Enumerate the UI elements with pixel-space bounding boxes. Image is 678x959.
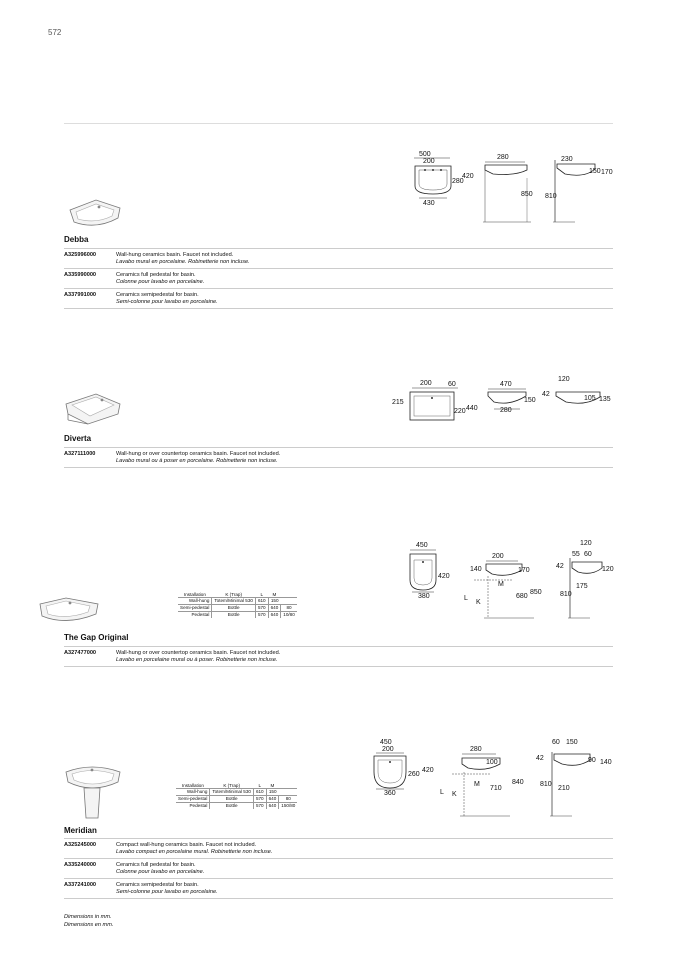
- diverta-product-list: [64, 447, 613, 468]
- dim-label: 150: [524, 397, 536, 404]
- table-cell: Totem/Minimal 530: [212, 598, 256, 605]
- dim-label: 100: [486, 759, 498, 766]
- dim-label: M: [498, 581, 504, 588]
- table-cell: 640: [268, 612, 281, 619]
- table-cell: 150: [266, 789, 279, 796]
- table-cell: Bottle: [212, 612, 256, 619]
- dim-label: 850: [530, 589, 542, 596]
- dim-label: 810: [540, 781, 552, 788]
- table-cell: Wall-hung: [186, 789, 208, 794]
- description-en: Wall-hung or over countertop ceramics basin. Faucet not included.: [116, 650, 281, 656]
- dim-label: K: [452, 791, 457, 798]
- table-cell: 150: [268, 598, 281, 605]
- diverta-basin-image: [62, 390, 122, 428]
- description-fr: Colonne pour lavabo en porcelaine.: [116, 279, 205, 285]
- table-header: L: [258, 783, 262, 788]
- table-cell: 80: [279, 796, 298, 803]
- debba-basin-image: [66, 196, 122, 232]
- product-code: A335240000: [64, 862, 97, 868]
- description-en: Ceramics semipedestal for basin.: [116, 292, 199, 298]
- product-row: [64, 447, 613, 468]
- dim-label: 175: [576, 583, 588, 590]
- dim-label: 430: [423, 200, 435, 207]
- description-fr: Lavabo mural ou à poser en porcelaine. Robinetterie non incluse.: [116, 458, 278, 464]
- dim-label: 380: [418, 593, 430, 600]
- dim-label: 150: [589, 168, 601, 175]
- gap-product-list: [64, 646, 613, 667]
- dim-label: 470: [500, 381, 512, 388]
- dim-label: M: [474, 781, 480, 788]
- table-header: M: [272, 592, 277, 597]
- dim-label: 260: [408, 771, 420, 778]
- description-fr: Lavabo mural en porcelaine. Robinetterie non incluse.: [116, 259, 250, 265]
- dim-label: 360: [384, 790, 396, 797]
- dim-label: 440: [466, 405, 478, 412]
- table-cell: 610: [253, 789, 266, 796]
- description-en: Wall-hung ceramics basin. Faucet not included.: [116, 252, 234, 258]
- table-cell: 570: [253, 796, 266, 803]
- table-cell: 570: [255, 612, 268, 619]
- description-fr: Lavabo en porcelaine mural ou à poser. Robinetterie non incluse.: [116, 657, 278, 663]
- dim-label: 140: [470, 566, 482, 573]
- table-cell: 570: [253, 803, 266, 810]
- table-cell: 640: [268, 605, 281, 612]
- table-cell: 150/80: [279, 803, 298, 810]
- dim-label: 500: [419, 151, 431, 158]
- dim-label: 120: [558, 376, 570, 383]
- dim-label: 280: [452, 178, 464, 185]
- product-title: Debba: [64, 235, 89, 244]
- dim-label: 200: [423, 158, 435, 165]
- dim-label: 55: [572, 551, 580, 558]
- page-number: 572: [48, 28, 62, 37]
- gap-basin-image: [36, 596, 100, 626]
- table-cell: 610: [255, 598, 268, 605]
- dim-label: 120: [602, 566, 614, 573]
- description-fr: Semi-colonne pour lavabo en porcelaine.: [116, 299, 218, 305]
- table-cell: Pedestal: [189, 803, 208, 808]
- product-code: A327111000: [64, 451, 96, 457]
- meridian-dimension-drawing: [368, 736, 618, 820]
- dim-label: K: [476, 599, 481, 606]
- table-cell: 10/80: [281, 612, 297, 619]
- dim-label: 280: [470, 746, 482, 753]
- dim-label: 280: [497, 154, 509, 161]
- table-row: [176, 796, 297, 803]
- footnote-en: Dimensions in mm.: [64, 914, 112, 920]
- product-code: A325245000: [64, 842, 97, 848]
- debba-product-list: [64, 248, 613, 309]
- product-code: A337991000: [64, 292, 97, 298]
- dim-label: 170: [601, 169, 613, 176]
- dim-label: 215: [392, 399, 404, 406]
- product-row: [64, 858, 613, 878]
- description-en: Ceramics full pedestal for basin.: [116, 862, 196, 868]
- table-cell: 640: [266, 803, 279, 810]
- dim-label: 280: [500, 407, 512, 414]
- table-header: K (Trap): [223, 783, 240, 788]
- description-en: Wall-hung or over countertop ceramics basin. Faucet not included.: [116, 451, 281, 457]
- dim-label: 810: [545, 193, 557, 200]
- gap-installation-table: [178, 592, 297, 618]
- description-fr: Colonne pour lavabo en porcelaine.: [116, 869, 205, 875]
- table-cell: Bottle: [212, 605, 256, 612]
- dim-label: 230: [561, 156, 573, 163]
- dim-label: 420: [462, 173, 474, 180]
- product-code: A335990000: [64, 272, 97, 278]
- table-cell: Bottle: [210, 796, 254, 803]
- dim-label: 200: [492, 553, 504, 560]
- product-code: A325996000: [64, 252, 97, 258]
- dim-label: 680: [516, 593, 528, 600]
- meridian-product-list: [64, 838, 613, 899]
- table-row: [178, 605, 297, 612]
- dim-label: 200: [420, 380, 432, 387]
- table-header: K (Trap): [225, 592, 242, 597]
- dim-label: 105: [584, 395, 596, 402]
- dim-label: 420: [422, 767, 434, 774]
- table-row: [178, 612, 297, 619]
- dim-label: 42: [556, 563, 564, 570]
- product-row: [64, 248, 613, 268]
- dim-label: 135: [599, 396, 611, 403]
- dim-label: 140: [600, 759, 612, 766]
- product-title: Meridian: [64, 826, 97, 835]
- table-header: L: [260, 592, 264, 597]
- dim-label: 200: [382, 746, 394, 753]
- dim-label: 450: [380, 739, 392, 746]
- description-en: Ceramics full pedestal for basin.: [116, 272, 196, 278]
- dim-label: 60: [448, 381, 456, 388]
- dim-label: 42: [542, 391, 550, 398]
- product-title: Diverta: [64, 434, 92, 443]
- description-en: Ceramics semipedestal for basin.: [116, 882, 199, 888]
- dim-label: 42: [536, 755, 544, 762]
- dim-label: L: [440, 789, 444, 796]
- description-fr: Semi-colonne pour lavabo en porcelaine.: [116, 889, 218, 895]
- diverta-dimension-drawing: [390, 376, 618, 426]
- product-code: A337241000: [64, 882, 97, 888]
- table-cell: Bottle: [210, 803, 254, 810]
- table-header: Installation: [181, 783, 204, 788]
- description-fr: Lavabo compact en porcelaine mural. Robinetterie non incluse.: [116, 849, 273, 855]
- table-header: Installation: [183, 592, 206, 597]
- meridian-basin-image: [64, 762, 122, 822]
- footnote: [64, 914, 113, 929]
- dim-label: 170: [518, 567, 530, 574]
- table-cell: 80: [281, 605, 297, 612]
- dim-label: 220: [454, 408, 466, 415]
- meridian-installation-table: [176, 783, 297, 809]
- table-header: M: [270, 783, 275, 788]
- dim-label: 90: [588, 757, 596, 764]
- dim-label: 810: [560, 591, 572, 598]
- product-title: The Gap Original: [64, 633, 129, 642]
- table-cell: Totem/Minimal 530: [210, 789, 254, 796]
- dim-label: L: [464, 595, 468, 602]
- product-row: [64, 838, 613, 858]
- product-row: [64, 288, 613, 309]
- product-code: A327477000: [64, 650, 97, 656]
- dim-label: 450: [416, 542, 428, 549]
- product-row: [64, 646, 613, 667]
- gap-dimension-drawing: [404, 538, 618, 622]
- table-row: [176, 789, 297, 796]
- dim-label: 60: [584, 551, 592, 558]
- table-cell: Wall-hung: [188, 598, 210, 603]
- dim-label: 210: [558, 785, 570, 792]
- dim-label: 150: [566, 739, 578, 746]
- dim-label: 840: [512, 779, 524, 786]
- footnote-fr: Dimensions en mm.: [64, 921, 114, 928]
- table-cell: 570: [255, 605, 268, 612]
- debba-dimension-drawing: [405, 150, 620, 225]
- table-cell: 640: [266, 796, 279, 803]
- dim-label: 710: [490, 785, 502, 792]
- description-en: Compact wall-hung ceramics basin. Faucet not included.: [116, 842, 257, 848]
- product-row: [64, 268, 613, 288]
- table-row: [178, 598, 297, 605]
- table-cell: Semi-pedestal: [180, 605, 210, 610]
- table-cell: Semi-pedestal: [178, 796, 208, 801]
- dim-label: 60: [552, 739, 560, 746]
- product-row: [64, 878, 613, 899]
- table-cell: Pedestal: [191, 612, 210, 617]
- dim-label: 120: [580, 540, 592, 547]
- dim-label: 420: [438, 573, 450, 580]
- dim-label: 850: [521, 191, 533, 198]
- top-divider: [64, 123, 613, 124]
- table-row: [176, 803, 297, 810]
